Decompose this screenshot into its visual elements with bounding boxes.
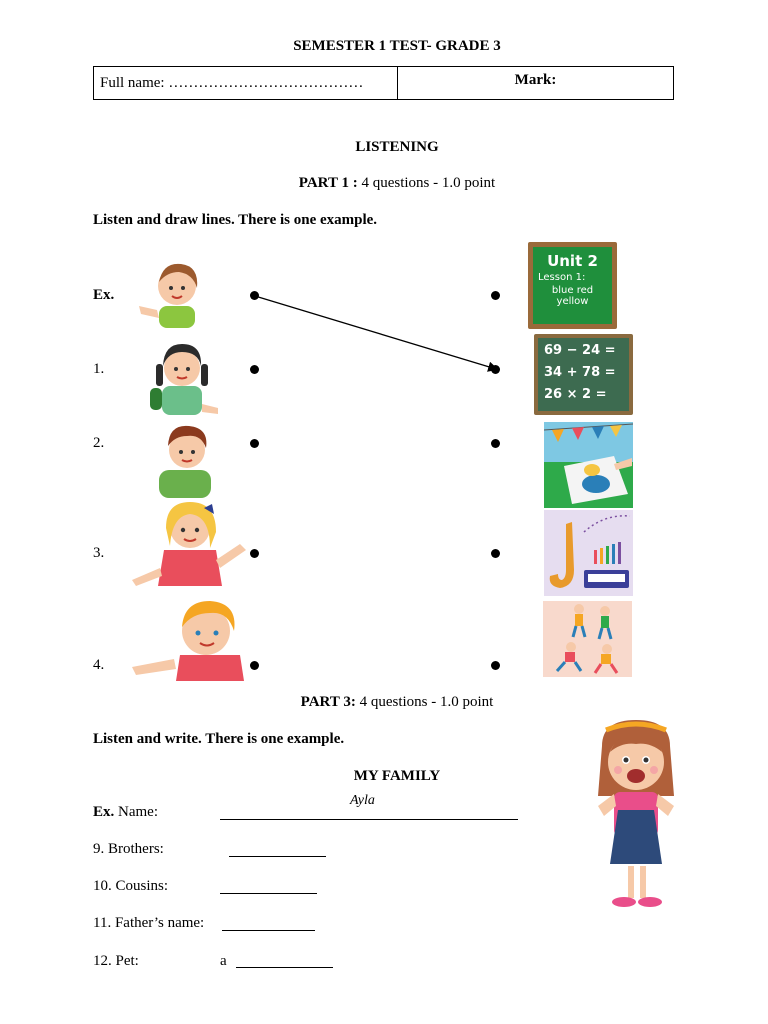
- left-dot-4[interactable]: [250, 661, 259, 670]
- brothers-answer-blank[interactable]: [229, 856, 326, 857]
- ayla-girl-picture: [588, 716, 684, 912]
- math-line-1: 69 − 24 =: [544, 343, 616, 358]
- chalkboard-picture: [528, 242, 617, 329]
- example-label: Ex.: [93, 804, 115, 820]
- listening-heading: LISTENING: [355, 139, 439, 155]
- part3-instruction: Listen and write. There is one example.: [93, 731, 345, 747]
- example-match-line: [0, 0, 768, 400]
- full-name-label: Full name: …………………………………: [100, 75, 364, 91]
- father-name-answer-blank[interactable]: [222, 930, 315, 931]
- music-picture: [544, 510, 633, 596]
- pet-label: 12. Pet:: [93, 953, 139, 969]
- chalkboard-line-2: blue red: [551, 285, 594, 296]
- pet-answer-blank[interactable]: [236, 967, 333, 968]
- part1-instruction: Listen and draw lines. There is one example.: [93, 212, 378, 228]
- boy-2-picture: [155, 422, 217, 498]
- example-name-row: [93, 804, 158, 821]
- cousins-label: 10. Cousins:: [93, 878, 169, 894]
- brothers-label: 9. Brothers:: [93, 841, 164, 857]
- right-dot-4[interactable]: [491, 549, 500, 558]
- girl-3-picture: [130, 498, 248, 588]
- my-family-heading: MY FAMILY: [353, 768, 441, 784]
- example-name-label: Name:: [114, 804, 158, 820]
- father-name-label: 11. Father’s name:: [93, 915, 205, 931]
- row-label-3: 3.: [93, 545, 105, 561]
- part3-title-bold: PART 3:: [300, 694, 356, 710]
- left-dot-3[interactable]: [250, 549, 259, 558]
- chalkboard-line-3: yellow: [556, 296, 589, 307]
- pet-prefix: a: [220, 953, 227, 969]
- part3-title: [0, 694, 768, 711]
- cousins-answer-blank[interactable]: [220, 893, 317, 894]
- part3-title-rest: 4 questions - 1.0 point: [355, 694, 494, 710]
- part1-title-rest: 4 questions - 1.0 point: [357, 175, 496, 191]
- row-label-2: 2.: [93, 435, 105, 451]
- right-dot-3[interactable]: [491, 439, 500, 448]
- mark-label: Mark:: [514, 72, 557, 88]
- chalkboard-title: Unit 2: [547, 252, 598, 270]
- left-dot-2[interactable]: [250, 439, 259, 448]
- row-label-4: 4.: [93, 657, 105, 673]
- math-line-3: 26 × 2 =: [544, 387, 607, 402]
- right-dot-5[interactable]: [491, 661, 500, 670]
- pe-class-picture: [543, 601, 632, 677]
- boy-4-picture: [130, 597, 248, 681]
- page-title: SEMESTER 1 TEST- GRADE 3: [293, 38, 501, 54]
- row-label-1: 1.: [93, 361, 105, 377]
- part1-title-bold: PART 1 :: [298, 175, 358, 191]
- math-board-picture: [534, 334, 633, 415]
- math-line-2: 34 + 78 =: [544, 365, 616, 380]
- art-class-picture: [544, 422, 633, 508]
- row-label-example: Ex.: [93, 287, 115, 303]
- example-answer-line: [220, 819, 518, 820]
- example-answer: Ayla: [350, 793, 375, 808]
- chalkboard-line-1: Lesson 1:: [538, 272, 586, 283]
